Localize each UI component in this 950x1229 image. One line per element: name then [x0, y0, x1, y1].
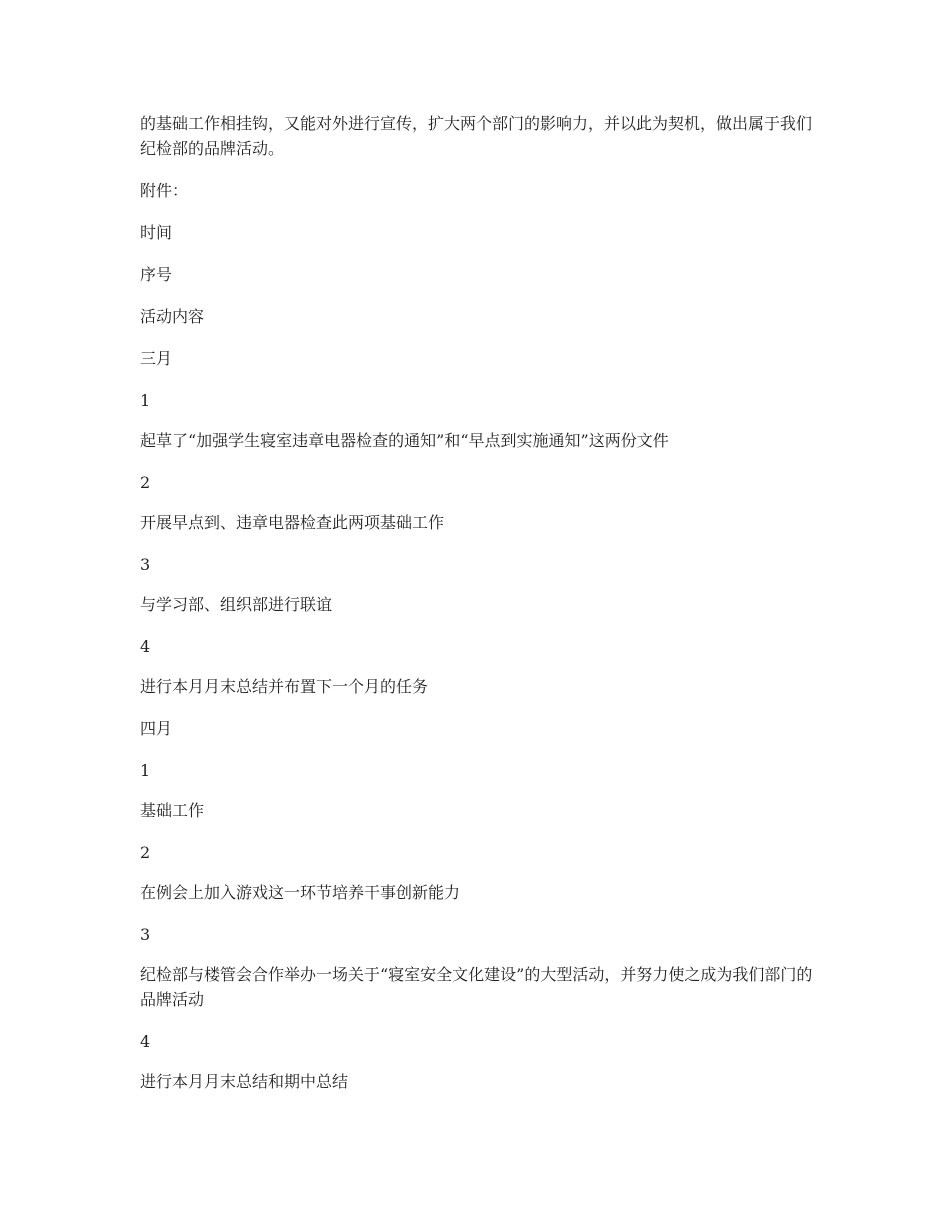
item-number: 3 [140, 925, 151, 944]
column-header-content: 活动内容 [140, 307, 205, 326]
item-number: 4 [140, 1032, 151, 1051]
item-number: 4 [140, 637, 151, 656]
column-header-index: 序号 [140, 265, 173, 284]
column-header-time: 时间 [140, 223, 173, 242]
month-heading-april: 四月 [140, 719, 173, 738]
attachment-label: 附件： [140, 181, 189, 200]
activity-item: 进行本月月末总结和期中总结 [140, 1072, 349, 1091]
item-number: 2 [140, 843, 151, 862]
activity-item: 与学习部、组织部进行联谊 [140, 595, 333, 614]
document-body [140, 111, 820, 1111]
activity-item: 基础工作 [140, 801, 205, 820]
activity-item: 开展早点到、违章电器检查此两项基础工作 [140, 513, 445, 532]
activity-item: 起草了“加强学生寝室违章电器检查的通知”和“早点到实施通知”这两份文件 [140, 431, 669, 450]
item-number: 1 [140, 391, 151, 410]
item-number: 1 [140, 761, 151, 780]
activity-item: 纪检部与楼管会合作举办一场关于“寝室安全文化建设”的大型活动，并努力使之成为我们部门的品牌活动 [140, 965, 813, 1009]
activity-item: 进行本月月末总结并布置下一个月的任务 [140, 677, 429, 696]
intro-paragraph: 的基础工作相挂钩，又能对外进行宣传，扩大两个部门的影响力，并以此为契机，做出属于我们纪检部的品牌活动。 [140, 114, 813, 158]
month-heading-march: 三月 [140, 349, 173, 368]
item-number: 2 [140, 473, 151, 492]
item-number: 3 [140, 555, 151, 574]
activity-item: 在例会上加入游戏这一环节培养干事创新能力 [140, 883, 461, 902]
